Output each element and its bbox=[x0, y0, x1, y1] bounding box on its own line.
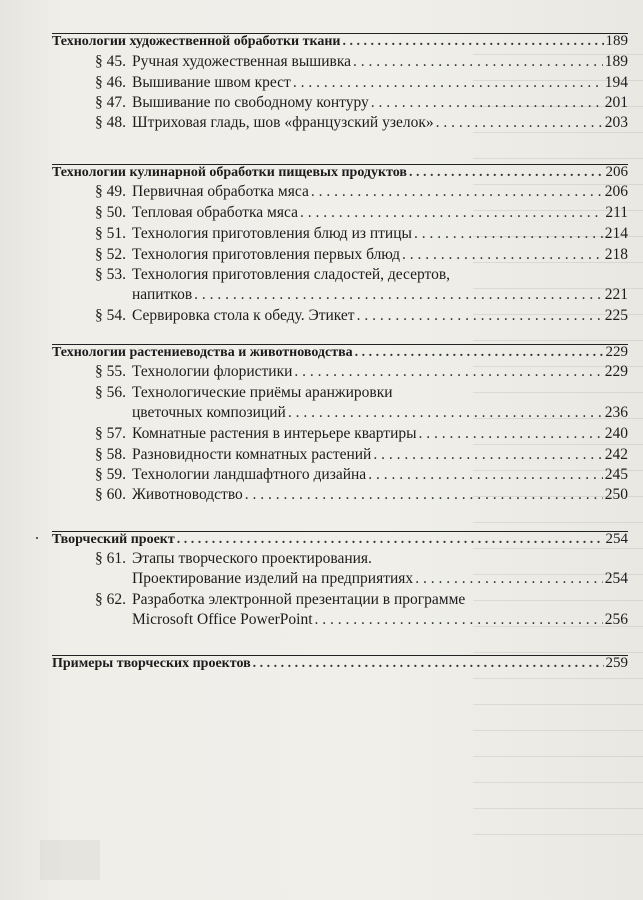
item-number: § 57. bbox=[95, 425, 126, 442]
toc-item[interactable] bbox=[95, 204, 628, 222]
leader-dots bbox=[355, 345, 604, 361]
leader-dots bbox=[311, 183, 603, 201]
item-page-number: 206 bbox=[604, 183, 628, 200]
item-title: напитков bbox=[132, 286, 193, 303]
item-page-number: 214 bbox=[604, 225, 628, 242]
item-title-line: Этапы творческого проектирования. bbox=[132, 550, 372, 567]
section-page-number: 206 bbox=[605, 164, 628, 180]
item-title: Вышивание по свободному контуру bbox=[132, 94, 369, 111]
leader-dots bbox=[368, 466, 603, 484]
toc-item[interactable] bbox=[95, 446, 628, 464]
toc-item[interactable] bbox=[95, 425, 628, 443]
item-title: Разновидности комнатных растений bbox=[132, 446, 372, 463]
item-page-number: 211 bbox=[605, 204, 628, 221]
leader-dots bbox=[436, 114, 603, 132]
item-page-number: 242 bbox=[604, 446, 628, 463]
section-entry[interactable] bbox=[52, 655, 628, 672]
toc-item[interactable] bbox=[95, 570, 628, 588]
leader-dots bbox=[288, 404, 603, 422]
item-number: § 58. bbox=[95, 446, 126, 463]
leader-dots bbox=[409, 165, 604, 181]
item-number: § 48. bbox=[95, 114, 126, 131]
toc-item[interactable] bbox=[95, 114, 628, 132]
item-title: Тепловая обработка мяса bbox=[132, 204, 298, 221]
item-page-number: 250 bbox=[604, 486, 628, 503]
leader-dots bbox=[294, 363, 602, 381]
toc-item[interactable] bbox=[95, 74, 628, 92]
item-number: § 59. bbox=[95, 466, 126, 483]
leader-dots bbox=[253, 656, 604, 672]
section-page-number: 259 bbox=[605, 655, 628, 671]
section-page-number: 254 bbox=[605, 531, 628, 547]
item-page-number: 256 bbox=[604, 611, 628, 628]
toc-item[interactable] bbox=[95, 611, 628, 629]
item-title-line: Технология приготовления сладостей, десертов, bbox=[132, 266, 451, 283]
section-entry[interactable] bbox=[52, 164, 628, 181]
section-entry[interactable] bbox=[52, 344, 628, 361]
toc-item[interactable] bbox=[95, 225, 628, 243]
item-title: Технология приготовления первых блюд bbox=[132, 246, 400, 263]
leader-dots bbox=[315, 611, 603, 629]
item-number: § 53. bbox=[95, 266, 126, 283]
toc-item[interactable] bbox=[95, 404, 628, 422]
leader-dots bbox=[353, 53, 603, 71]
item-title: Первичная обработка мяса bbox=[132, 183, 309, 200]
item-page-number: 229 bbox=[604, 363, 628, 380]
item-page-number: 254 bbox=[604, 570, 628, 587]
leader-dots bbox=[343, 34, 604, 50]
item-page-number: 201 bbox=[604, 94, 628, 111]
item-title: Комнатные растения в интерьере квартиры bbox=[132, 425, 417, 442]
item-page-number: 245 bbox=[604, 466, 628, 483]
item-number: § 61. bbox=[95, 550, 126, 567]
item-number: § 45. bbox=[95, 53, 126, 70]
item-title: цветочных композиций bbox=[132, 404, 286, 421]
item-title: Вышивание швом крест bbox=[132, 74, 291, 91]
item-number: § 55. bbox=[95, 363, 126, 380]
section-title: Технологии художественной обработки ткани bbox=[52, 34, 341, 49]
item-title: Сервировка стола к обеду. Этикет bbox=[132, 307, 355, 324]
item-number: § 46. bbox=[95, 74, 126, 91]
item-number: § 56. bbox=[95, 384, 126, 401]
leader-dots bbox=[402, 246, 603, 264]
toc-item[interactable] bbox=[95, 286, 628, 304]
item-number: § 51. bbox=[95, 225, 126, 242]
item-page-number: 194 bbox=[604, 74, 628, 91]
item-title: Технологии ландшафтного дизайна bbox=[132, 466, 367, 483]
item-number: § 62. bbox=[95, 591, 126, 608]
toc-item[interactable] bbox=[95, 466, 628, 484]
leader-dots bbox=[194, 286, 603, 304]
item-page-number: 203 bbox=[604, 114, 628, 131]
leader-dots bbox=[177, 532, 604, 548]
leader-dots bbox=[300, 204, 603, 222]
item-page-number: 221 bbox=[604, 286, 628, 303]
toc-item[interactable] bbox=[95, 363, 628, 381]
section-page-number: 229 bbox=[605, 344, 628, 360]
toc-item[interactable] bbox=[95, 307, 628, 325]
item-title: Ручная художественная вышивка bbox=[132, 53, 351, 70]
leader-dots bbox=[245, 486, 603, 504]
toc-item[interactable] bbox=[95, 94, 628, 112]
toc-item[interactable] bbox=[95, 53, 628, 71]
section-title: Примеры творческих проектов bbox=[52, 656, 251, 671]
item-page-number: 189 bbox=[604, 53, 628, 70]
item-title: Технологии флористики bbox=[132, 363, 293, 380]
toc-item[interactable] bbox=[95, 246, 628, 264]
item-number: § 60. bbox=[95, 486, 126, 503]
section-title: Технологии растениеводства и животноводства bbox=[52, 345, 353, 360]
section-page-number: 189 bbox=[605, 33, 628, 49]
section-entry[interactable] bbox=[52, 33, 628, 50]
item-page-number: 225 bbox=[604, 307, 628, 324]
item-number: § 52. bbox=[95, 246, 126, 263]
section-title: Технологии кулинарной обработки пищевых продуктов bbox=[52, 165, 407, 180]
item-page-number: 240 bbox=[604, 425, 628, 442]
item-number: § 54. bbox=[95, 307, 126, 324]
item-page-number: 236 bbox=[604, 404, 628, 421]
toc-item[interactable] bbox=[95, 183, 628, 201]
toc-item[interactable] bbox=[95, 486, 628, 504]
leader-dots bbox=[415, 570, 603, 588]
item-title: Проектирование изделий на предприятиях bbox=[132, 570, 414, 587]
item-title-line: Разработка электронной презентации в программе bbox=[132, 591, 466, 608]
leader-dots bbox=[357, 307, 603, 325]
item-page-number: 218 bbox=[604, 246, 628, 263]
item-title-line: Технологические приёмы аранжировки bbox=[132, 384, 393, 401]
section-title: Творческий проект bbox=[52, 532, 175, 547]
leader-dots bbox=[414, 225, 603, 243]
leader-dots bbox=[419, 425, 603, 443]
item-number: § 50. bbox=[95, 204, 126, 221]
item-title: Технология приготовления блюд из птицы bbox=[132, 225, 412, 242]
item-number: § 47. bbox=[95, 94, 126, 111]
item-number: § 49. bbox=[95, 183, 126, 200]
leader-dots bbox=[293, 74, 603, 92]
item-title: Штриховая гладь, шов «французский узелок» bbox=[132, 114, 434, 131]
leader-dots bbox=[373, 446, 602, 464]
leader-dots bbox=[371, 94, 603, 112]
section-entry[interactable] bbox=[52, 531, 628, 548]
item-title: Microsoft Office PowerPoint bbox=[132, 611, 313, 628]
item-title: Животноводство bbox=[132, 486, 243, 503]
